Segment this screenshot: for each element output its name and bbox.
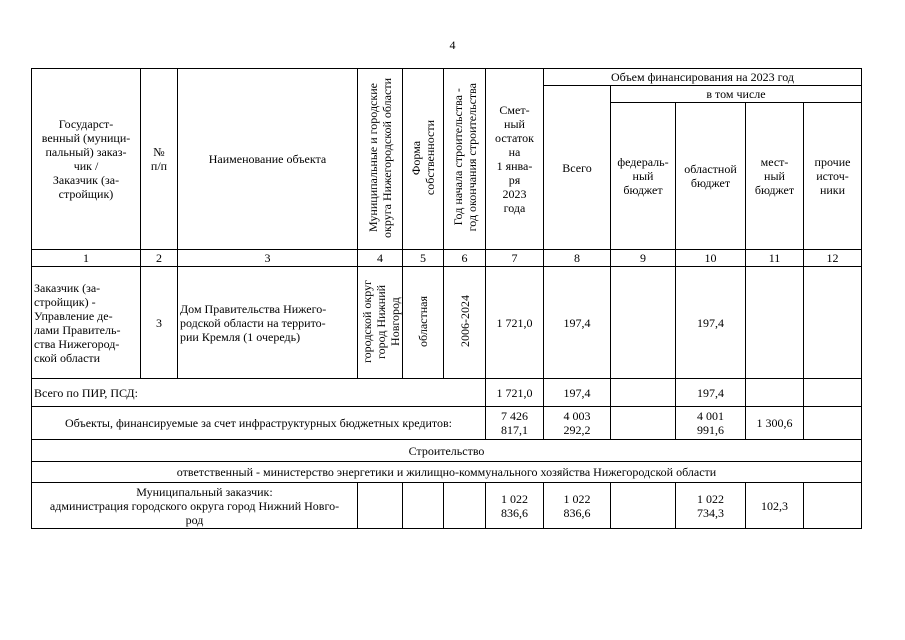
municipal-col4 xyxy=(358,483,403,529)
header-including: в том числе xyxy=(611,86,862,103)
col-number: 8 xyxy=(544,250,611,267)
table-row xyxy=(32,379,862,407)
row1-other xyxy=(804,267,862,379)
pir-local xyxy=(746,379,804,407)
header-remaining: Смет- ный остаток на 1 янва- ря 2023 года xyxy=(486,69,544,250)
row1-ownership: областная xyxy=(403,267,444,379)
col-number: 10 xyxy=(676,250,746,267)
header-regional: областной бюджет xyxy=(676,103,746,250)
col-number: 6 xyxy=(444,250,486,267)
municipal-local: 102,3 xyxy=(746,483,804,529)
pir-total-label: Всего по ПИР, ПСД: xyxy=(32,379,486,407)
col-number: 9 xyxy=(611,250,676,267)
infra-total: 4 003 292,2 xyxy=(544,407,611,440)
infra-federal xyxy=(611,407,676,440)
header-years: Год начала строительства - год окончания строительства xyxy=(444,69,486,250)
col-number: 11 xyxy=(746,250,804,267)
infra-remaining: 7 426 817,1 xyxy=(486,407,544,440)
municipal-col6 xyxy=(444,483,486,529)
infra-other xyxy=(804,407,862,440)
table-row xyxy=(32,407,862,440)
header-num: № п/п xyxy=(141,69,178,250)
header-customer: Государст- венный (муници- пальный) заказ- чик / Заказчик (за- стройщик) xyxy=(32,69,141,250)
header-other: прочие источ- ники xyxy=(804,103,862,250)
row1-num: 3 xyxy=(141,267,178,379)
page-number: 4 xyxy=(449,38,456,52)
col-number: 3 xyxy=(178,250,358,267)
row1-total: 197,4 xyxy=(544,267,611,379)
col-number: 4 xyxy=(358,250,403,267)
infra-label: Объекты, финансируемые за счет инфраструктурных бюджетных кредитов: xyxy=(32,407,486,440)
pir-total: 197,4 xyxy=(544,379,611,407)
row1-years: 2006-2024 xyxy=(444,267,486,379)
row1-remaining: 1 721,0 xyxy=(486,267,544,379)
municipal-col5 xyxy=(403,483,444,529)
infra-regional: 4 001 991,6 xyxy=(676,407,746,440)
financing-table xyxy=(31,68,862,529)
row1-municipality: городской округ город Нижний Новгород xyxy=(358,267,403,379)
municipal-customer-name: администрация городского округа город Нижний Новго- род xyxy=(49,498,340,527)
table-row xyxy=(32,267,862,379)
pir-remaining: 1 721,0 xyxy=(486,379,544,407)
header-ownership: Форма собственности xyxy=(403,69,444,250)
col-number: 2 xyxy=(141,250,178,267)
section-title: Строительство xyxy=(32,440,862,462)
row1-local xyxy=(746,267,804,379)
col-number: 7 xyxy=(486,250,544,267)
pir-regional: 197,4 xyxy=(676,379,746,407)
col-number: 12 xyxy=(804,250,862,267)
infra-local: 1 300,6 xyxy=(746,407,804,440)
municipal-total: 1 022 836,6 xyxy=(544,483,611,529)
municipal-customer xyxy=(32,483,358,529)
pir-federal xyxy=(611,379,676,407)
pir-other xyxy=(804,379,862,407)
municipal-other xyxy=(804,483,862,529)
header-federal: федераль- ный бюджет xyxy=(611,103,676,250)
column-numbers-row xyxy=(32,250,862,267)
municipal-remaining: 1 022 836,6 xyxy=(486,483,544,529)
header-municipality: Муниципальные и городские округа Нижегородской области xyxy=(358,69,403,250)
header-total: Всего xyxy=(544,86,611,250)
col-number: 5 xyxy=(403,250,444,267)
municipal-customer-title: Муниципальный заказчик: xyxy=(136,484,273,499)
header-object-name: Наименование объекта xyxy=(178,69,358,250)
table-row xyxy=(32,483,862,529)
row1-object: Дом Правительства Нижего- родской области на террито- рии Кремля (1 очередь) xyxy=(178,267,358,379)
row1-federal xyxy=(611,267,676,379)
row1-customer: Заказчик (за- стройщик) - Управление де- лами Правитель- ства Нижегород- ской области xyxy=(32,267,141,379)
row1-regional: 197,4 xyxy=(676,267,746,379)
header-local: мест- ный бюджет xyxy=(746,103,804,250)
header-funding-title: Объем финансирования на 2023 год xyxy=(544,69,862,86)
municipal-federal xyxy=(611,483,676,529)
col-number: 1 xyxy=(32,250,141,267)
municipal-regional: 1 022 734,3 xyxy=(676,483,746,529)
responsible-ministry: ответственный - министерство энергетики и жилищно-коммунального хозяйства Нижегородской области xyxy=(32,462,862,483)
